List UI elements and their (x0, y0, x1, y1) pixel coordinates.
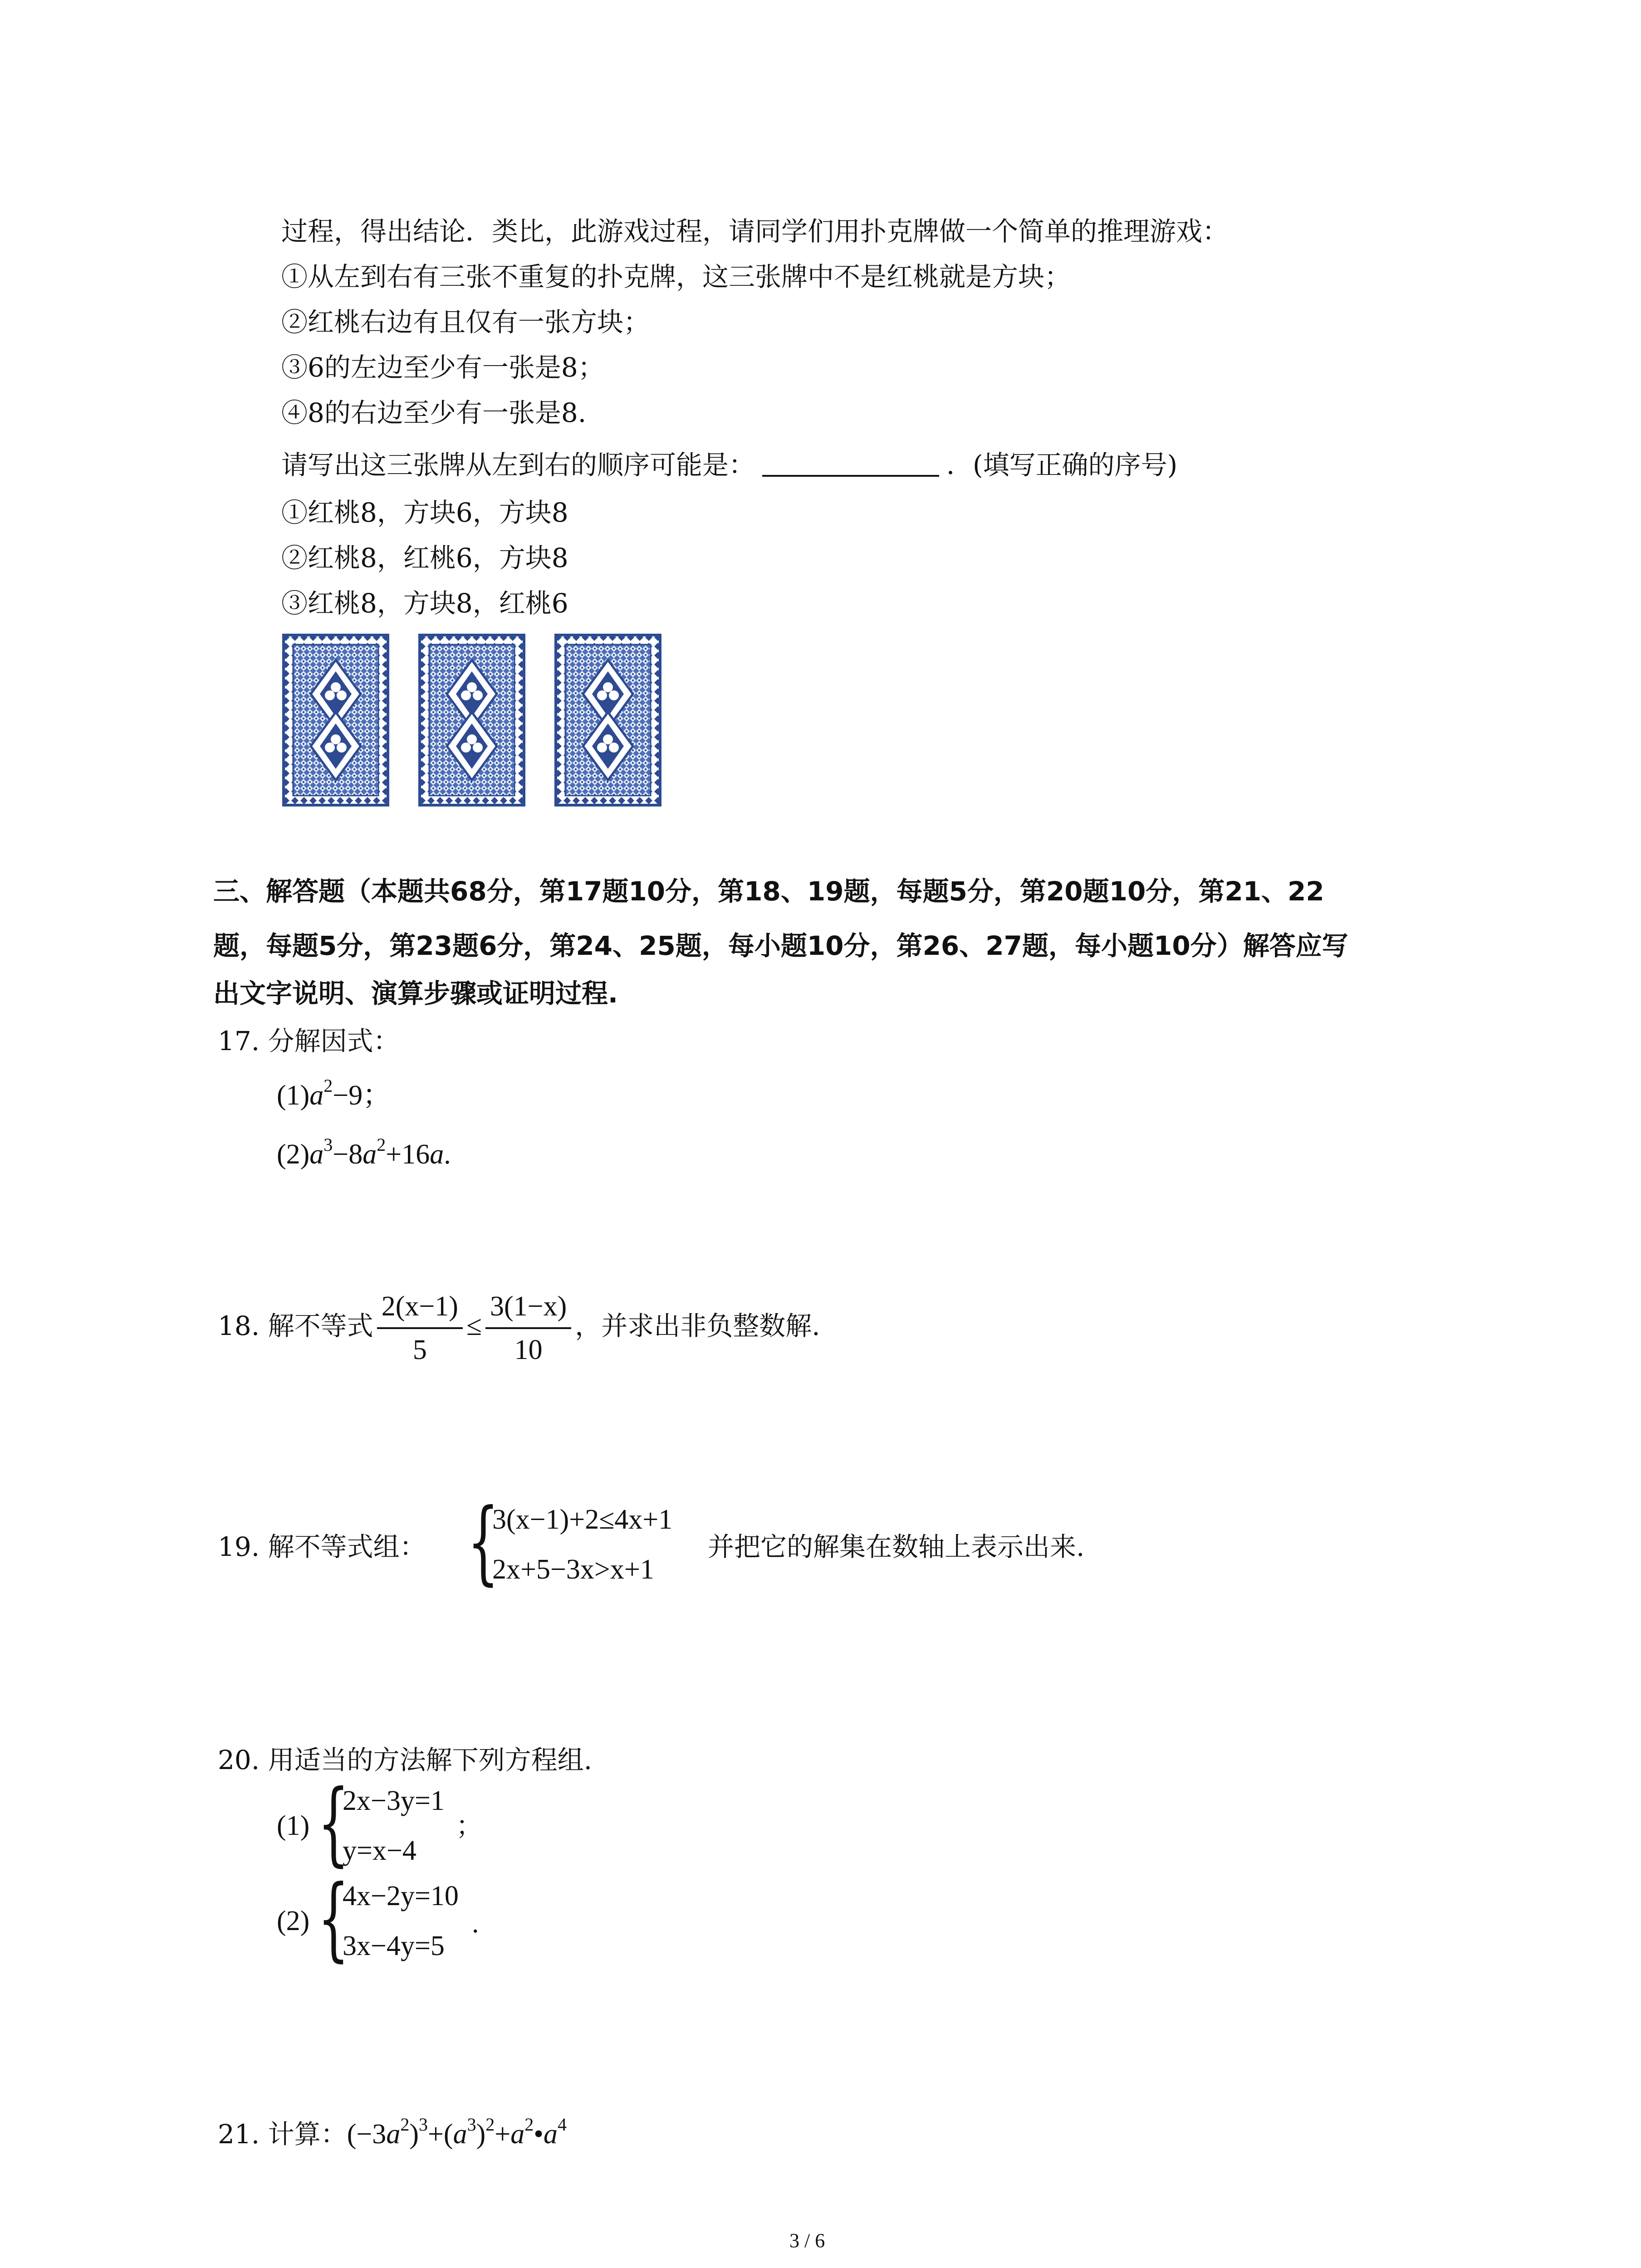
q20-part-1-end: ； (456, 1810, 483, 1841)
q18-suffix: ，并求出非负整数解. (575, 1310, 820, 1342)
q20-part-1-label: (1) (277, 1810, 310, 1841)
q19-system (467, 1489, 703, 1595)
q17-title: 17. 分解因式： (218, 1026, 400, 1056)
q18-fraction-left-denominator: 5 (412, 1334, 427, 1365)
q21-expression: $(-3a^2)^3+(a^3)^2+a^2•a^4$ (347, 2114, 567, 2150)
q19-brace: { (467, 1489, 499, 1595)
q20-brace-1: { (318, 1770, 349, 1876)
answer-blank[interactable] (762, 449, 939, 477)
q18-operator: ≤ (466, 1310, 482, 1342)
q18-line (218, 1288, 820, 1368)
q21-prefix: 21. 计算： (218, 2119, 347, 2150)
page-number: 3 / 6 (789, 2229, 825, 2252)
card-back-1 (281, 633, 390, 807)
q16-rule-2: ②红桃右边有且仅有一张方块； (281, 307, 650, 337)
q18-fraction-left-numerator: 2(x−1) (377, 1288, 463, 1329)
q20-part-2-end: . (472, 1908, 479, 1939)
q16-option-2: ②红桃8，红桃6，方块8 (281, 543, 568, 573)
q16-rule-3: ③6的左边至少有一张是8； (281, 352, 604, 383)
q20-part-2-label: (2) (277, 1906, 310, 1936)
card-back-3 (554, 633, 662, 807)
q20-p2-row-2: 3x−4y=5 (343, 1931, 445, 1961)
q20-brace-2: { (318, 1866, 349, 1971)
q19-row-1: 3(x−1)+2≤4x+1 (492, 1504, 673, 1535)
q19-suffix: 并把它的解集在数轴上表示出来. (708, 1531, 1085, 1562)
q17-part-2: $(2)a^3-8a^2+16a$. (277, 1134, 451, 1170)
q16-rule-1: ①从左到右有三张不重复的扑克牌，这三张牌中不是红桃就是方块； (281, 261, 1071, 292)
q18-prefix: 18. 解不等式 (218, 1310, 373, 1342)
q20-system-2 (318, 1866, 481, 1971)
q16-rule-4: ④8的右边至少有一张是8. (281, 397, 587, 428)
q18-fraction-right-denominator: 10 (514, 1334, 543, 1365)
q20-p2-row-1: 4x−2y=10 (343, 1881, 459, 1911)
q17-part-1-label: (1) (277, 1080, 310, 1111)
section3-heading-line-2: 题，每题5分，第23题6分，第24、25题，每小题10分，第26、27题，每小题10分）解答应写 (213, 930, 1348, 961)
q20-p1-row-2: y=x−4 (343, 1835, 416, 1866)
q16-question-text: 请写出这三张牌从左到右的顺序可能是： (281, 450, 755, 480)
q16-intro-line: 过程，得出结论．类比，此游戏过程，请同学们用扑克牌做一个简单的推理游戏： (281, 216, 1229, 247)
q16-option-1: ①红桃8，方块6，方块8 (281, 497, 568, 528)
section3-heading-line-1: 三、解答题（本题共68分，第17题10分，第18、19题，每题5分，第20题10分，第21、22 (213, 876, 1324, 907)
q18-fraction-right (485, 1288, 571, 1368)
q17-part-1: $(1)a^2-9$； (277, 1075, 391, 1111)
section3-heading-line-3: 出文字说明、演算步骤或证明过程. (213, 978, 618, 1009)
card-back-2 (417, 633, 526, 807)
q20-title: 20. 用适当的方法解下列方程组. (218, 1745, 593, 1775)
q20-p1-row-1: 2x−3y=1 (343, 1785, 445, 1816)
q16-question (281, 447, 1177, 483)
q18-fraction-right-numerator: 3(1−x) (485, 1288, 571, 1329)
q18-fraction-left (377, 1288, 463, 1368)
q17-part-2-label: (2) (277, 1139, 310, 1170)
q19-row-2: 2x+5−3x>x+1 (492, 1554, 654, 1585)
card-backs (281, 633, 662, 807)
q19-prefix: 19. 解不等式组： (218, 1531, 426, 1562)
q16-option-3: ③红桃8，方块8，红桃6 (281, 588, 568, 619)
q16-question-hint: ．(填写正确的序号) (946, 450, 1178, 480)
q21-line (218, 2116, 567, 2152)
